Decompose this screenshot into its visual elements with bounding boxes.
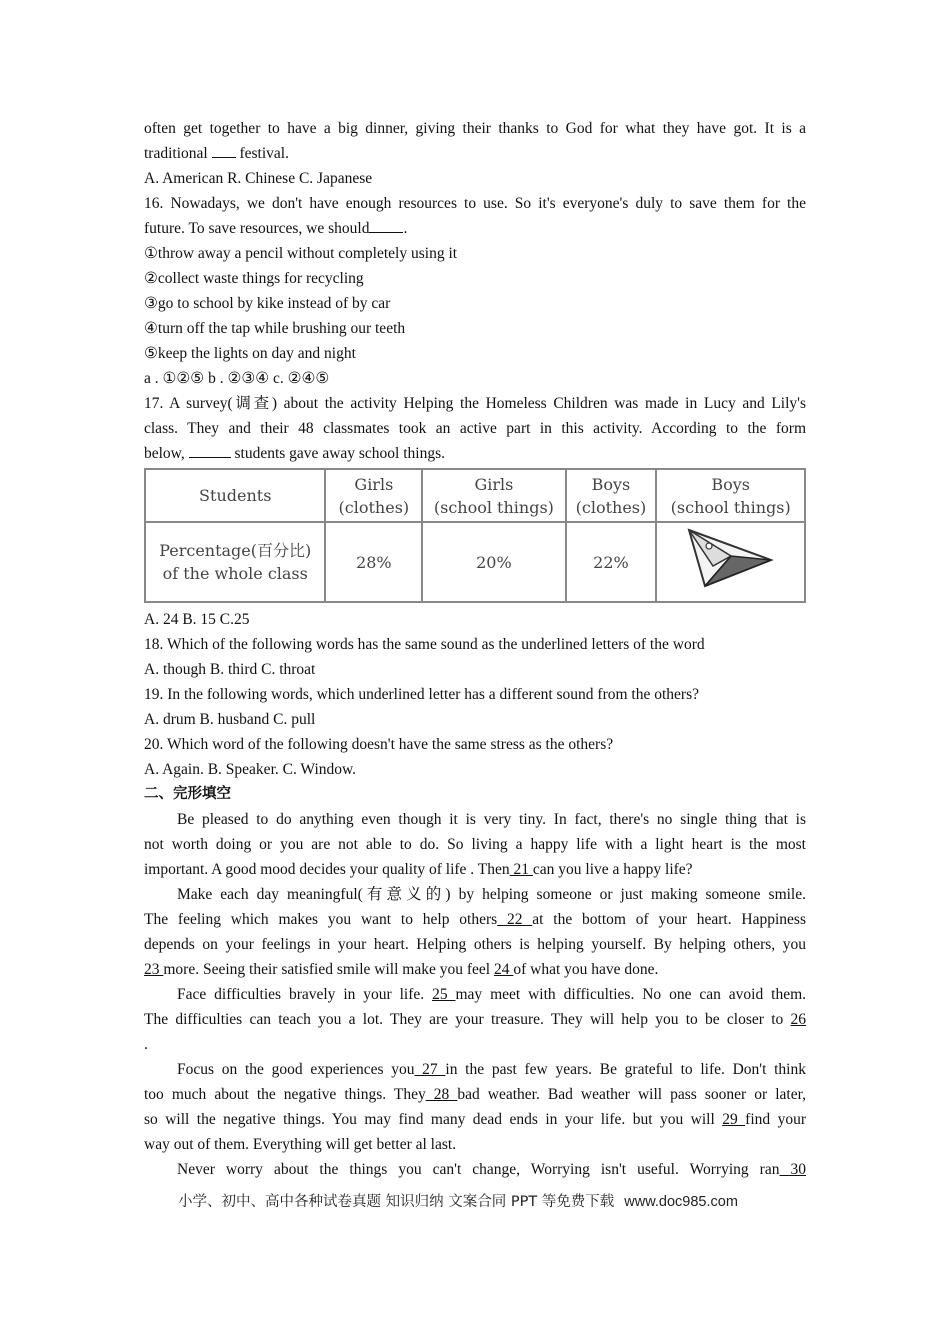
p4-line-2	[144, 1082, 806, 1107]
blank-30: 30	[779, 1161, 807, 1178]
header-boys-school-things	[656, 469, 805, 522]
row-label-l1: Percentage(百分比)	[159, 541, 312, 560]
header-girls-clothes	[325, 469, 422, 522]
blank-28: 28	[425, 1086, 458, 1103]
p2-line-3: depends on your feelings in your heart. Helping others is helping yourself. By helping others, you	[144, 936, 806, 953]
p4-text-d: bad weather. Bad weather will pass sooner or later,	[457, 1086, 806, 1103]
q16-line-1: 16. Nowadays, we don't have enough resources to use. So it's everyone's duly to save them for the	[144, 195, 806, 212]
p4-text-a: Focus on the good experiences you	[177, 1061, 415, 1078]
p3-line-1	[144, 982, 806, 1007]
p3-text-a: Face difficulties bravely in your life.	[177, 986, 433, 1003]
footer-text: 小学、初中、高中各种试卷真题 知识归纳 文案合同 PPT 等免费下载	[178, 1194, 615, 1210]
header-girls-school-l1: Girls	[474, 474, 514, 494]
blank-26: 26	[790, 1011, 807, 1028]
p4-text-f: find your	[745, 1111, 806, 1128]
q16-line-2	[144, 216, 806, 241]
value-girls-clothes: 28%	[325, 522, 422, 602]
q16-item-2: ②collect waste things for recycling	[144, 270, 364, 287]
q18-question: 18. Which of the following words has the same sound as the underlined letters of the word	[144, 636, 705, 653]
p3-text-b: may meet with difficulties. No one can avoid them.	[455, 986, 807, 1003]
blank-24: 24	[493, 961, 514, 978]
p2-text-a: The feeling which makes you want to help others	[144, 911, 498, 928]
header-boys-school-l2: (school things)	[670, 497, 791, 517]
q19-question: 19. In the following words, which underlined letter has a different sound from the others?	[144, 686, 699, 703]
header-boys-school-l1: Boys	[711, 474, 750, 494]
q18-options: A. though B. third C. throat	[144, 661, 316, 678]
q15-line-2	[144, 141, 806, 166]
p4-line-3	[144, 1107, 806, 1132]
q16-text-a: future. To save resources, we should	[144, 220, 370, 237]
p2-line-2	[144, 907, 806, 932]
document-page	[144, 116, 806, 1182]
survey-table	[144, 468, 806, 603]
p2-text-d: of what you have done.	[513, 961, 659, 978]
q17-options: A. 24 B. 15 C.25	[144, 611, 250, 628]
page-footer	[178, 1190, 738, 1211]
p5-line-1	[144, 1157, 806, 1182]
header-girls-clothes-l1: Girls	[354, 474, 394, 494]
blank-25: 25	[432, 986, 456, 1003]
value-boys-clothes: 22%	[566, 522, 657, 602]
q16-item-3: ③go to school by kike instead of by car	[144, 295, 391, 312]
q15-text-b: festival.	[235, 145, 289, 162]
section-heading: 二、完形填空	[144, 786, 231, 802]
q17-line-2: class. They and their 48 classmates took an active part in this activity. According to the form	[144, 420, 806, 437]
p4-text-b: in the past few years. Be grateful to life. Don't think	[445, 1061, 806, 1078]
header-boys-clothes-l2: (clothes)	[575, 497, 647, 517]
p3-line-3: .	[144, 1036, 148, 1053]
header-girls-school-things	[422, 469, 565, 522]
p2-text-b: at the bottom of your heart. Happiness	[532, 911, 806, 928]
p1-line-2: not worth doing or you are not able to do. So living a happy life with a light heart is the most	[144, 836, 806, 853]
q17-line-1: 17. A survey(调查) about the activity Helping the Homeless Children was made in Lucy and Lily's	[144, 395, 806, 412]
p2-text-c: more. Seeing their satisfied smile will make you feel	[163, 961, 494, 978]
blank-22: 22	[497, 911, 533, 928]
p2-line-4	[144, 957, 806, 982]
q16-item-4: ④turn off the tap while brushing our teeth	[144, 320, 406, 337]
p1-text-a: important. A good mood decides your quality of life . Then	[144, 861, 510, 878]
q17-text-a: below,	[144, 445, 189, 462]
q15-blank	[212, 143, 236, 158]
q16-text-b: .	[403, 220, 408, 237]
q20-question: 20. Which word of the following doesn't have the same stress as the others?	[144, 736, 614, 753]
q17-text-b: students gave away school things.	[230, 445, 446, 462]
p3-line-2	[144, 1007, 806, 1032]
p4-text-c: too much about the negative things. They	[144, 1086, 426, 1103]
q16-item-1: ①throw away a pencil without completely using it	[144, 245, 458, 262]
paper-plane-icon	[683, 526, 779, 592]
header-students: Students	[145, 469, 325, 522]
p5-text-a: Never worry about the things you can't change, Worrying isn't useful. Worrying ran	[177, 1161, 780, 1178]
q19-options: A. drum B. husband C. pull	[144, 711, 316, 728]
row-label	[145, 522, 325, 602]
blank-29: 29	[722, 1111, 746, 1128]
table-header-row	[145, 469, 805, 522]
table-data-row	[145, 522, 805, 602]
blank-21: 21	[509, 861, 533, 878]
header-girls-school-l2: (school things)	[433, 497, 554, 517]
q16-options: a . ①②⑤ b . ②③④ c. ②④⑤	[144, 370, 330, 387]
p2-line-1: Make each day meaningful(有意义的) by helping someone or just making someone smile.	[177, 886, 806, 903]
footer-url[interactable]: www.doc985.com	[624, 1194, 738, 1210]
header-boys-clothes-l1: Boys	[591, 474, 631, 494]
q16-blank	[369, 218, 403, 233]
p1-text-b: can you live a happy life?	[532, 861, 693, 878]
blank-27: 27	[414, 1061, 446, 1078]
value-girls-school-things: 20%	[422, 522, 565, 602]
q17-line-3	[144, 441, 806, 466]
q15-line-1: often get together to have a big dinner, giving their thanks to God for what they have got. It is a	[144, 120, 806, 137]
header-girls-clothes-l2: (clothes)	[338, 497, 410, 517]
q16-item-5: ⑤keep the lights on day and night	[144, 345, 356, 362]
p1-line-3	[144, 857, 806, 882]
p4-text-e: so will the negative things. You may find many dead ends in your life. but you will	[144, 1111, 723, 1128]
p4-line-1	[144, 1057, 806, 1082]
p3-text-c: The difficulties can teach you a lot. They are your treasure. They will help you to be closer to	[144, 1011, 784, 1028]
paper-plane-picture	[656, 522, 805, 602]
p4-line-4: way out of them. Everything will get better al last.	[144, 1136, 457, 1153]
row-label-l2: of the whole class	[162, 564, 308, 583]
q15-text-a: traditional	[144, 145, 212, 162]
q20-options: A. Again. B. Speaker. C. Window.	[144, 761, 357, 778]
p1-line-1: Be pleased to do anything even though it is very tiny. In fact, there's no single thing that is	[177, 811, 806, 828]
blank-23: 23	[144, 961, 164, 978]
header-boys-clothes	[566, 469, 657, 522]
q15-options: A. American R. Chinese C. Japanese	[144, 170, 373, 187]
q17-blank	[189, 443, 231, 458]
